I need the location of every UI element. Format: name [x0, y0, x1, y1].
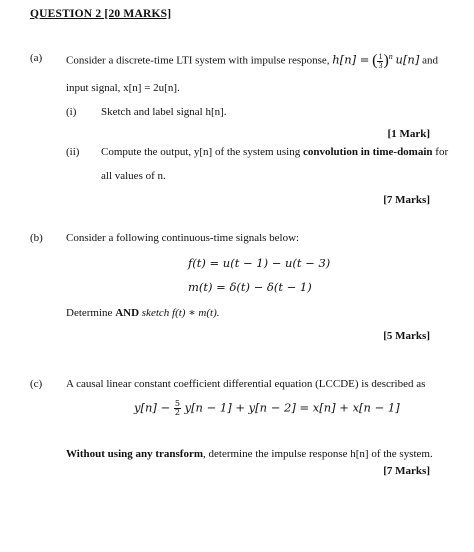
sub-i-marks: [1 Mark]	[387, 128, 430, 140]
part-a-intro-text: Consider a discrete-time LTI system with impulse response,	[66, 54, 330, 67]
part-b-intro: Consider a following continuous-time signals below:	[66, 232, 300, 244]
lccde-pre: y[n] −	[134, 400, 171, 415]
part-c-intro: A causal linear constant coefficient differential equation (LCCDE) is described as	[66, 378, 426, 390]
lccde-post: y[n − 1] + y[n − 2] = x[n] + x[n − 1]	[184, 400, 400, 415]
part-b-task-post: sketch f(t) ∗ m(t).	[141, 307, 220, 319]
unit-step: u[n]	[395, 52, 420, 67]
sub-ii-text-post: for	[435, 146, 449, 158]
part-b-marks: [5 Marks]	[383, 330, 430, 342]
sub-ii-text-bold: convolution in time-domain	[302, 146, 433, 158]
part-c-label: (c)	[30, 378, 43, 390]
and-word: and	[422, 54, 438, 67]
part-c-task-post: , determine the impulse response h[n] of the system.	[203, 448, 433, 460]
right-paren: )	[383, 52, 389, 70]
equation-f: f(t) = u(t − 1) − u(t − 3)	[188, 256, 331, 270]
sub-ii-text-pre: Compute the output, y[n] of the system using	[101, 146, 301, 158]
question-title: QUESTION 2 [20 MARKS]	[30, 8, 172, 20]
sub-ii-text-line2: all values of n.	[101, 170, 166, 182]
equation-m: m(t) = δ(t) − δ(t − 1)	[188, 280, 312, 294]
part-c-task	[66, 448, 433, 460]
sub-ii-text	[101, 146, 448, 158]
frac-numerator: 5	[174, 399, 180, 408]
part-b-task	[66, 306, 220, 319]
exponent: n	[388, 52, 393, 61]
frac-denominator: 3	[378, 60, 383, 70]
frac-numerator: 1	[378, 51, 383, 61]
fraction-five-halves	[174, 400, 181, 417]
left-paren: (	[372, 52, 378, 70]
input-signal-line: input signal, x[n] = 2u[n].	[66, 82, 180, 94]
impulse-response-lhs: h[n] =	[332, 52, 370, 67]
part-b-label: (b)	[30, 232, 43, 244]
part-c-marks: [7 Marks]	[383, 465, 430, 477]
part-a-label: (a)	[30, 52, 43, 64]
frac-denominator: 2	[174, 408, 180, 417]
part-b-task-bold: AND	[115, 307, 140, 319]
part-a-intro	[66, 52, 438, 70]
sub-i-label: (i)	[66, 106, 77, 118]
sub-ii-marks: [7 Marks]	[383, 194, 430, 206]
sub-i-text: Sketch and label signal h[n].	[101, 106, 227, 118]
lccde-equation	[134, 400, 400, 417]
part-b-task-pre: Determine	[66, 307, 113, 319]
part-c-task-bold: Without using any transform	[66, 448, 204, 460]
sub-ii-label: (ii)	[66, 146, 80, 158]
